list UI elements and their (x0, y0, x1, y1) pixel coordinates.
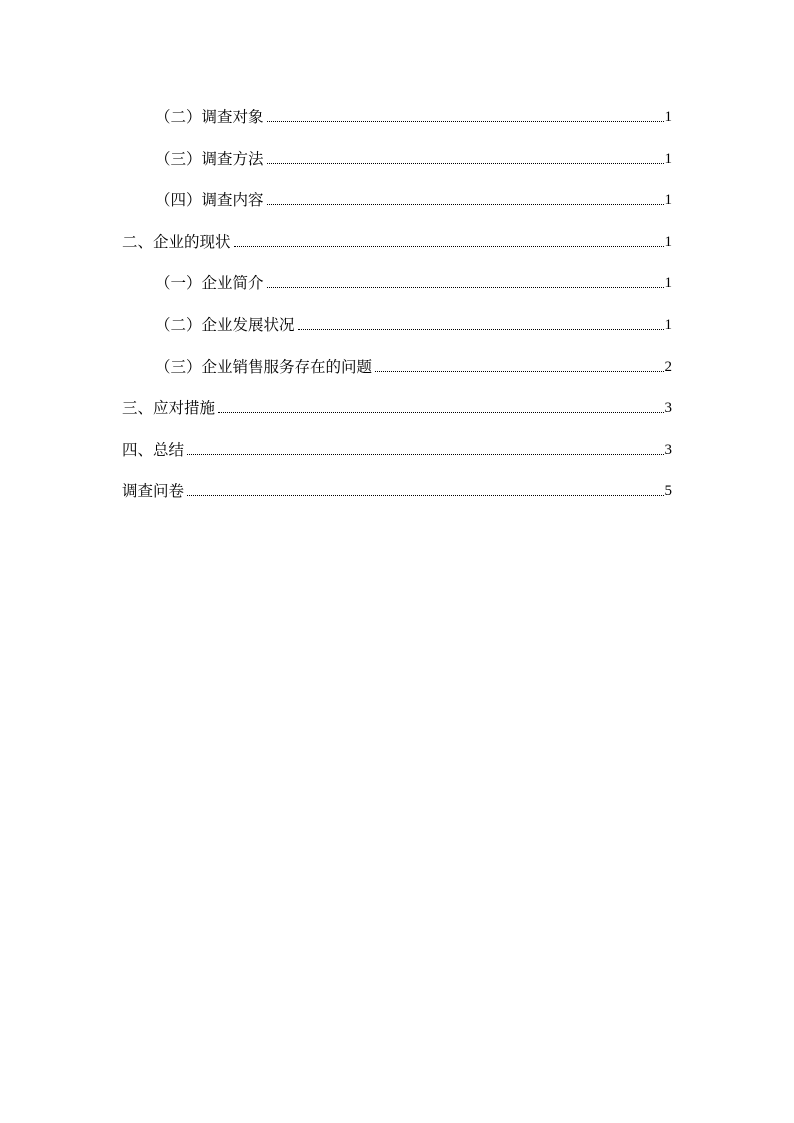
toc-page-number: 1 (664, 275, 672, 291)
toc-leader-dots (187, 454, 663, 455)
toc-page-number: 1 (664, 151, 672, 167)
toc-page-number: 1 (664, 192, 672, 208)
toc-entry-label: 四、总结 (122, 441, 185, 459)
toc-entry-label: （四）调查内容 (155, 191, 264, 209)
toc-leader-dots (267, 204, 664, 205)
toc-entry-company-status[interactable] (122, 231, 672, 253)
toc-entry-summary[interactable] (122, 439, 672, 461)
toc-entry-company-intro[interactable] (155, 272, 672, 294)
toc-entry-survey-method[interactable] (155, 148, 672, 170)
toc-leader-dots (375, 371, 663, 372)
toc-leader-dots (267, 163, 664, 164)
toc-entry-label: 调查问卷 (122, 482, 185, 500)
toc-page-number: 1 (664, 317, 672, 333)
toc-leader-dots (187, 495, 663, 496)
toc-entry-label: （二）调查对象 (155, 108, 264, 126)
toc-entry-countermeasures[interactable] (122, 397, 672, 419)
toc-page-number: 3 (664, 442, 672, 458)
toc-entry-label: （一）企业简介 (155, 274, 264, 292)
toc-page-number: 5 (664, 483, 672, 499)
toc-leader-dots (267, 121, 664, 122)
toc-page-number: 1 (664, 109, 672, 125)
toc-entry-survey-content[interactable] (155, 189, 672, 211)
toc-entry-survey-object[interactable] (155, 106, 672, 128)
toc-entry-company-development[interactable] (155, 314, 672, 336)
toc-leader-dots (218, 412, 663, 413)
toc-page-number: 2 (664, 359, 672, 375)
toc-entry-label: 三、应对措施 (122, 399, 216, 417)
toc-entry-label: （二）企业发展状况 (155, 316, 295, 334)
toc-page-number: 3 (664, 400, 672, 416)
toc-entry-label: （三）企业销售服务存在的问题 (155, 358, 373, 376)
toc-entry-sales-service-problems[interactable] (155, 356, 672, 378)
toc-entry-questionnaire[interactable] (122, 480, 672, 502)
toc-entry-label: 二、企业的现状 (122, 233, 231, 251)
toc-leader-dots (234, 246, 664, 247)
toc-leader-dots (298, 329, 664, 330)
toc-leader-dots (267, 287, 664, 288)
toc-page-number: 1 (664, 234, 672, 250)
toc-entry-label: （三）调查方法 (155, 150, 264, 168)
